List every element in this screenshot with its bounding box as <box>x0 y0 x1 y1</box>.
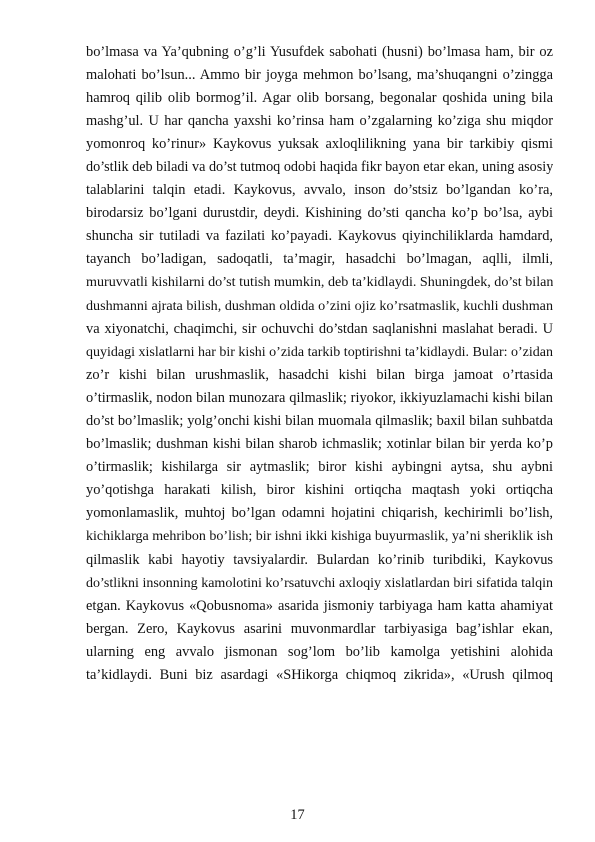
text-line: mashg’ul. U har qancha yaxshi ko’rinsa ham o’zgalarning ko’ziga shu miqdor <box>86 112 553 129</box>
text-line: zo’r kishi bilan urushmaslik, hasadchi kishi bilan birga jamoat o’rtasida <box>86 366 553 383</box>
text-line: o’tirmaslik, nodon bilan munozara qilmaslik; riyokor, ikkiyuzlamachi kishi bilan <box>86 389 553 406</box>
page-number: 17 <box>290 807 305 823</box>
text-line: kichiklarga mehribon bo’lish; bir ishni ikki kishiga buyurmaslik, ya’ni sheriklik ish <box>86 529 553 545</box>
text-line: ta’kidlaydi. Buni biz asardagi «SHikorga chiqmoq zikrida», «Urush qilmoq <box>86 667 553 684</box>
text-line: ularning eng avvalo jismonan sog’lom bo’lib kamolga yetishini alohida <box>86 643 553 660</box>
text-line: muruvvatli kishilarni do’st tutish mumkin, deb ta’kidlaydi. Shuningdek, do’st bilan <box>86 274 553 291</box>
text-line: do’st bo’lmaslik; yolg’onchi kishi bilan muomala qilmaslik; baxil bilan suhbatda <box>86 413 553 429</box>
text-line: malohati bo’lsun... Ammo bir joyga mehmon bo’lsang, ma’shuqangni o’zingga <box>86 66 553 83</box>
text-line: o’tirmaslik; kishilarga sir aytmaslik; biror kishi aybingni aytsa, shu aybni <box>86 459 553 476</box>
text-line: do’stlikni insonning kamolotini ko’rsatuvchi axloqiy xislatlardan biri sifatida talqin <box>86 575 553 591</box>
text-line: bergan. Zero, Kaykovus asarini muvonmardlar tarbiyasiga bag’ishlar ekan, <box>86 620 553 637</box>
text-line: birodarsiz bo’lgani durustdir, deydi. Kishining do’sti qancha ko’p bo’lsa, aybi <box>86 205 553 222</box>
text-line: talablarini talqin etadi. Kaykovus, avvalo, inson do’stsiz bo’lgandan ko’ra, <box>86 182 553 199</box>
text-line: quyidagi xislatlarni har bir kishi o’zida tarkib toptirishni ta’kidlaydi. Bular: o’zidan <box>86 344 553 360</box>
text-line: do’stlik deb biladi va do’st tutmoq odobi haqida fikr bayon etar ekan, uning asosiy <box>86 158 553 175</box>
text-line: bo’lmaslik; dushman kishi bilan sharob ichmaslik; xotinlar bilan bir yerda ko’p <box>86 436 553 453</box>
text-line: dushmanni ajrata bilish, dushman oldida o’zini ojiz ko’rsatmaslik, kuchli dushman <box>86 297 553 314</box>
text-line: hamroq qilib olib bormog’il. Agar olib borsang, begonalar qoshida uning bila <box>86 89 553 106</box>
text-line: etgan. Kaykovus «Qobusnoma» asarida jismoniy tarbiyaga ham katta ahamiyat <box>86 597 553 614</box>
text-line: shuncha sir tutiladi va fazilati ko’payadi. Kaykovus qiyinchiliklarda hamdard, <box>86 228 553 245</box>
text-line: yomonlamaslik, muhtoj bo’lgan odamni hojatini chiqarish, kechirimli bo’lish, <box>86 505 553 522</box>
text-line: tayanch bo’ladigan, sadoqatli, ta’magir, hasadchi bo’lmagan, aqlli, ilmli, <box>86 251 553 268</box>
text-line: bo’lmasa va Ya’qubning o’g’li Yusufdek sabohati (husni) bo’lmasa ham, bir oz <box>86 43 553 60</box>
text-line: yo’qotishga harakati kilish, biror kishini ortiqcha maqtash yoki ortiqcha <box>86 482 553 499</box>
text-line: yomonroq ko’rinur» Kaykovus yuksak axloqlilikning yana bir tarkibiy qismi <box>86 135 553 152</box>
body-text <box>86 41 553 688</box>
text-line: va xiyonatchi, chaqimchi, sir ochuvchi do’stdan saqlanishni maslahat beradi. U <box>86 320 553 337</box>
text-line: qilmaslik kabi hayotiy tavsiyalardir. Bulardan ko’rinib turibdiki, Kaykovus <box>86 551 553 568</box>
